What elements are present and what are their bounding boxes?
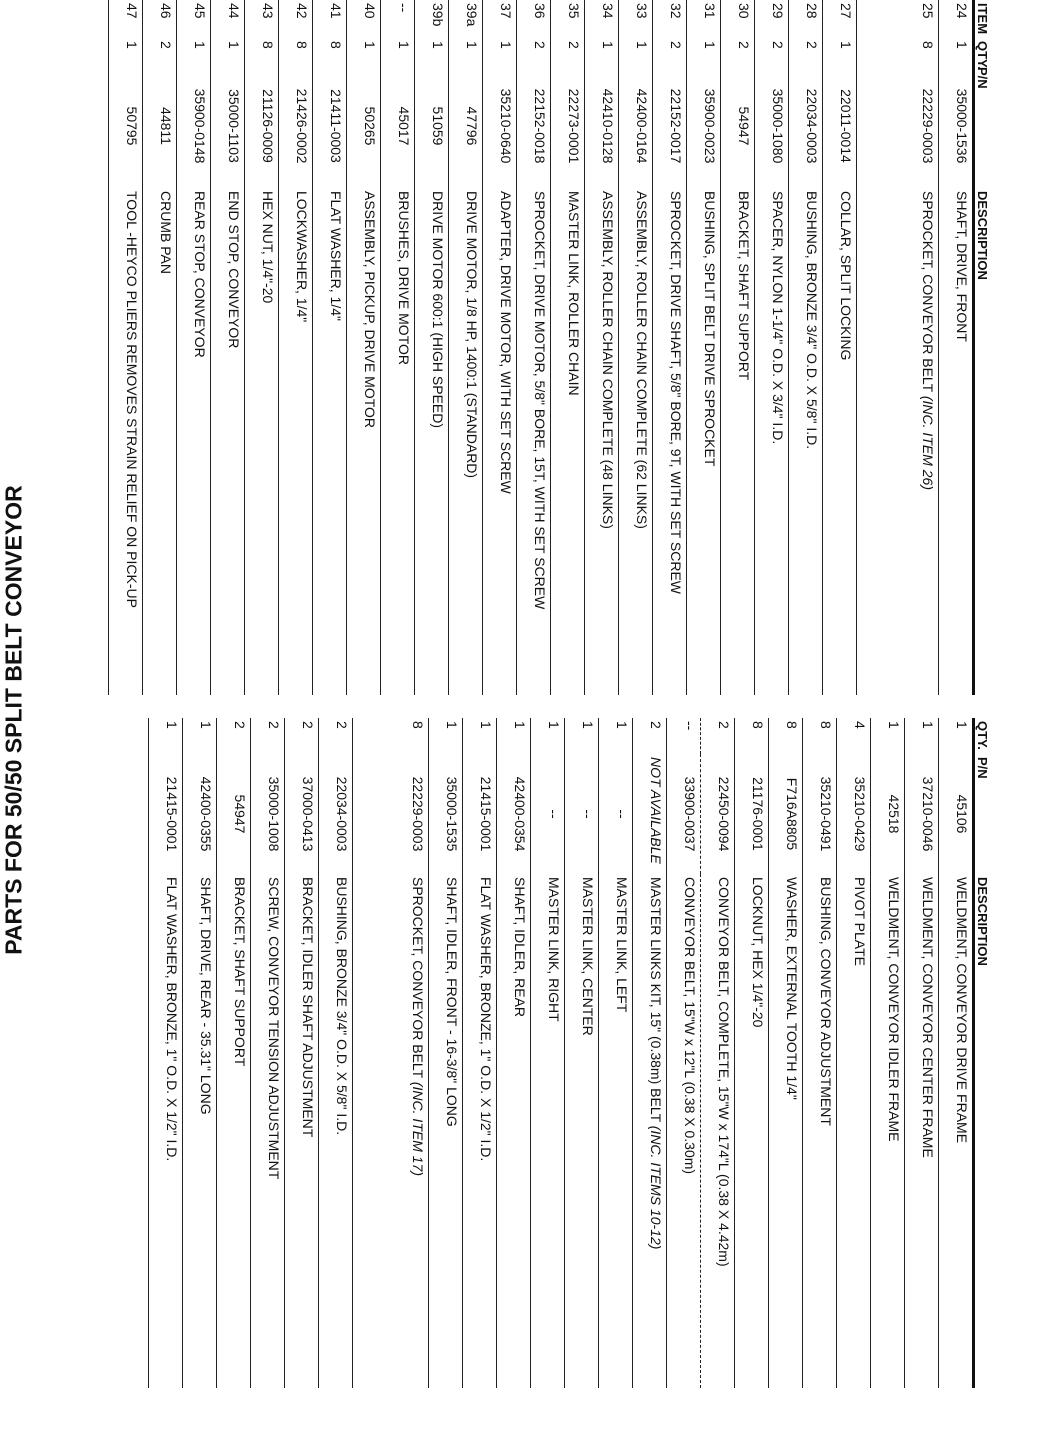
description-header: DESCRIPTION	[974, 874, 996, 1388]
qty-cell: 4	[837, 718, 871, 754]
left-parts-table	[148, 718, 995, 1388]
item-pn-header: P/N	[974, 64, 996, 188]
pn-cell: 47796	[449, 64, 483, 188]
pn-cell: 22229-0003	[353, 754, 429, 874]
description-cell	[251, 874, 285, 1388]
pn-cell: 22011-0014	[823, 64, 857, 188]
description-text: BUSHING, CONVEYOR ADJUSTMENT	[818, 877, 834, 1126]
description-text: MASTER LINK, CENTER	[580, 877, 596, 1036]
description-text: MASTER LINK, LEFT	[614, 877, 630, 1013]
parts-row	[619, 0, 653, 695]
qty-cell: 8	[279, 38, 313, 64]
description-text: END STOP, CONVEYOR	[226, 191, 242, 349]
description-cell	[687, 188, 721, 695]
item-cell: 25	[857, 0, 939, 38]
qty-cell: 1	[149, 718, 183, 754]
description-text: HEX NUT, 1/4"-20	[260, 191, 276, 304]
description-text: WELDMENT, CONVEYOR CENTER FRAME	[920, 877, 936, 1158]
parts-row	[531, 718, 565, 1388]
parts-row	[871, 718, 905, 1388]
parts-row	[803, 718, 837, 1388]
description-cell	[183, 874, 217, 1388]
parts-row	[279, 0, 313, 695]
description-text: SPROCKET, CONVEYOR BELT	[920, 191, 936, 396]
description-text: MASTER LINK, RIGHT	[546, 877, 562, 1022]
description-text: BUSHING, BRONZE 3/4" O.D. X 5/8" I.D.	[334, 877, 350, 1136]
description-cell	[803, 874, 837, 1388]
pn-cell: 35210-0491	[803, 754, 837, 874]
qty-cell: 2	[143, 38, 177, 64]
pn-cell: 35900-0023	[687, 64, 721, 188]
description-text: FLAT WASHER, BRONZE, 1" O.D. X 1/2" I.D.	[164, 877, 180, 1162]
parts-row	[143, 0, 177, 695]
description-text: FLAT WASHER, BRONZE, 1" O.D. X 1/2" I.D.	[478, 877, 494, 1162]
parts-row	[251, 718, 285, 1388]
right-parts-body	[109, 0, 974, 695]
parts-row	[565, 718, 599, 1388]
pn-cell: 35900-0148	[177, 64, 211, 188]
qty-cell: 1	[463, 718, 497, 754]
item-cell: 24	[939, 0, 974, 38]
description-text: SPROCKET, DRIVE SHAFT, 5/8" BORE, 9T, WITH SET SCREW	[668, 191, 684, 595]
parts-row	[211, 0, 245, 695]
description-text: DRIVE MOTOR, 1/8 HP, 1400:1 (STANDARD)	[464, 191, 480, 479]
description-cell	[313, 188, 347, 695]
description-text: ASSEMBLY, PICKUP, DRIVE MOTOR	[362, 191, 378, 429]
description-cell	[381, 188, 415, 695]
qty-cell: 1	[429, 718, 463, 754]
description-text: BRACKET, SHAFT SUPPORT	[232, 877, 248, 1067]
item-cell: 34	[585, 0, 619, 38]
item-cell: 33	[619, 0, 653, 38]
description-text: BRUSHES, DRIVE MOTOR	[396, 191, 412, 365]
pn-cell: 37210-0046	[905, 754, 939, 874]
description-cell	[463, 874, 497, 1388]
pn-cell: 35210-0640	[483, 64, 517, 188]
description-cell	[347, 188, 381, 695]
pn-cell: 21415-0001	[149, 754, 183, 874]
description-text: DRIVE MOTOR 600:1 (HIGH SPEED)	[430, 191, 446, 429]
item-header: ITEM	[974, 0, 996, 38]
pn-cell: 50265	[347, 64, 381, 188]
qty-cell: 2	[701, 718, 735, 754]
description-text: SPROCKET, DRIVE MOTOR, 5/8" BORE, 15T, WITH SET SCREW	[532, 191, 548, 610]
item-cell: 27	[823, 0, 857, 38]
description-cell	[939, 874, 974, 1388]
parts-row	[789, 0, 823, 695]
pn-cell: 50795	[109, 64, 143, 188]
qty-cell: 1	[483, 38, 517, 64]
item-cell: 47	[109, 0, 143, 38]
qty-cell: 1	[823, 38, 857, 64]
qty-cell: 1	[871, 718, 905, 754]
pn-cell: 44811	[143, 64, 177, 188]
qty-cell: 2	[551, 38, 585, 64]
parts-row	[687, 0, 721, 695]
parts-row	[939, 0, 974, 695]
description-text: LOCKWASHER, 1/4"	[294, 191, 310, 323]
qty-cell: 1	[449, 38, 483, 64]
parts-row	[183, 718, 217, 1388]
qty-cell: 8	[353, 718, 429, 754]
parts-row	[449, 0, 483, 695]
pn-cell: 22273-0001	[551, 64, 585, 188]
description-cell	[531, 874, 565, 1388]
description-cell	[143, 188, 177, 695]
description-cell	[551, 188, 585, 695]
left-parts-block	[148, 718, 995, 1388]
description-text: CRUMB PAN	[158, 191, 174, 274]
parts-row	[599, 718, 633, 1388]
pn-cell: --	[599, 754, 633, 874]
description-text: PIVOT PLATE	[852, 877, 868, 966]
parts-row	[755, 0, 789, 695]
description-cell	[701, 874, 735, 1388]
description-text: ADAPTER, DRIVE MOTOR, WITH SET SCREW	[498, 191, 514, 494]
parts-row	[653, 0, 687, 695]
qty-cell: 1	[585, 38, 619, 64]
item-cell: 39b	[415, 0, 449, 38]
description-cell	[721, 188, 755, 695]
right-parts-block	[108, 0, 995, 695]
pn-cell: F716A8805	[769, 754, 803, 874]
description-cell	[285, 874, 319, 1388]
description-text: WELDMENT, CONVEYOR IDLER FRAME	[886, 877, 902, 1142]
qty-cell: 1	[619, 38, 653, 64]
parts-row	[497, 718, 531, 1388]
parts-row	[721, 0, 755, 695]
parts-row	[517, 0, 551, 695]
pn-cell: 45106	[939, 754, 974, 874]
description-cell	[905, 874, 939, 1388]
parts-row	[149, 718, 183, 1388]
description-cell	[211, 188, 245, 695]
pn-cell: 45017	[381, 64, 415, 188]
parts-row	[585, 0, 619, 695]
description-cell	[429, 874, 463, 1388]
qty-cell: 1	[211, 38, 245, 64]
description-text: WASHER, EXTERNAL TOOTH 1/4"	[784, 877, 800, 1100]
qty-cell: 2	[319, 718, 353, 754]
pn-cell: 35000-1080	[755, 64, 789, 188]
description-cell	[789, 188, 823, 695]
parts-row	[347, 0, 381, 695]
parts-row	[633, 718, 667, 1388]
qty-cell: 1	[381, 38, 415, 64]
description-cell	[517, 188, 551, 695]
item-cell: 36	[517, 0, 551, 38]
description-text: BRACKET, SHAFT SUPPORT	[736, 191, 752, 381]
qty-cell: 1	[531, 718, 565, 754]
qty-cell: 1	[565, 718, 599, 754]
pn-cell: 42518	[871, 754, 905, 874]
description-text: COLLAR, SPLIT LOCKING	[838, 191, 854, 361]
description-text: BUSHING, SPLIT BELT DRIVE SPROCKET	[702, 191, 718, 467]
description-text: ASSEMBLY, ROLLER CHAIN COMPLETE (62 LINKS)	[634, 191, 650, 529]
pn-cell: 51059	[415, 64, 449, 188]
description-text: TOOL -HEYCO PLIERS REMOVES STRAIN RELIEF ON PICK-UP	[124, 191, 140, 608]
qty-cell: 2	[755, 38, 789, 64]
description-cell	[857, 188, 939, 695]
qty-cell: 2	[653, 38, 687, 64]
description-text: WELDMENT, CONVEYOR DRIVE FRAME	[954, 877, 970, 1144]
pn-cell: 21411-0003	[313, 64, 347, 188]
pn-header: P/N	[974, 754, 996, 874]
description-text: ASSEMBLY, ROLLER CHAIN COMPLETE (48 LINKS)	[600, 191, 616, 529]
qty-cell: 8	[857, 38, 939, 64]
item-cell: 46	[143, 0, 177, 38]
qty-cell: 8	[769, 718, 803, 754]
description-cell	[837, 874, 871, 1388]
pn-cell: NOT AVAILABLE	[633, 754, 667, 874]
pn-cell: 54947	[217, 754, 251, 874]
description-cell	[177, 188, 211, 695]
description-text: REAR STOP, CONVEYOR	[192, 191, 208, 358]
description-text: SHAFT, DRIVE, REAR - 35.31" LONG	[198, 877, 214, 1115]
pn-cell: 35210-0429	[837, 754, 871, 874]
qty-cell: 2	[517, 38, 551, 64]
item-cell: 45	[177, 0, 211, 38]
parts-row	[217, 718, 251, 1388]
parts-row	[837, 718, 871, 1388]
pn-cell: 33900-0037	[667, 754, 701, 874]
pn-cell: 42400-0164	[619, 64, 653, 188]
item-cell: 32	[653, 0, 687, 38]
qty-header: QTY.	[974, 718, 996, 754]
description-text: SHAFT, IDLER, FRONT - 16-3/8" LONG	[444, 877, 460, 1127]
pn-cell: 42410-0128	[585, 64, 619, 188]
qty-cell: 2	[285, 718, 319, 754]
description-cell	[755, 188, 789, 695]
parts-row	[109, 0, 143, 695]
description-cell	[319, 874, 353, 1388]
parts-row	[769, 718, 803, 1388]
pn-cell: --	[565, 754, 599, 874]
parts-row	[823, 0, 857, 695]
qty-cell: 1	[183, 718, 217, 754]
description-text: CONVEYOR BELT, COMPLETE, 15"W x 174"L (0.38 X 4.42m)	[716, 877, 732, 1267]
qty-cell: 1	[905, 718, 939, 754]
description-cell	[599, 874, 633, 1388]
description-cell	[619, 188, 653, 695]
description-cell	[109, 188, 143, 695]
description-cell	[449, 188, 483, 695]
left-header-row	[974, 718, 996, 1388]
pn-cell: 21126-0009	[245, 64, 279, 188]
parts-row	[415, 0, 449, 695]
parts-row	[353, 718, 429, 1388]
description-cell	[497, 874, 531, 1388]
parts-row	[177, 0, 211, 695]
parts-row	[735, 718, 769, 1388]
pn-cell: 35000-1008	[251, 754, 285, 874]
pn-cell: 42400-0354	[497, 754, 531, 874]
description-cell	[633, 874, 667, 1388]
description-cell	[353, 874, 429, 1388]
pn-cell: 22152-0017	[653, 64, 687, 188]
parts-row	[429, 718, 463, 1388]
parts-row	[313, 0, 347, 695]
description-cell	[279, 188, 313, 695]
item-cell: 42	[279, 0, 313, 38]
qty-cell: 8	[313, 38, 347, 64]
qty-cell: 1	[599, 718, 633, 754]
parts-row	[483, 0, 517, 695]
qty-cell: 8	[245, 38, 279, 64]
item-cell: 43	[245, 0, 279, 38]
qty-cell: 2	[251, 718, 285, 754]
pn-cell: 35000-1535	[429, 754, 463, 874]
parts-row	[701, 718, 735, 1388]
item-cell: 31	[687, 0, 721, 38]
description-cell	[483, 188, 517, 695]
pn-cell: 42400-0355	[183, 754, 217, 874]
description-cell	[245, 188, 279, 695]
qty-cell: 8	[735, 718, 769, 754]
pn-cell: --	[531, 754, 565, 874]
parts-row	[463, 718, 497, 1388]
pn-cell: 21176-0001	[735, 754, 769, 874]
description-cell	[217, 874, 251, 1388]
description-text: SHAFT, IDLER, REAR	[512, 877, 528, 1018]
description-text: MASTER LINK, ROLLER CHAIN	[566, 191, 582, 396]
description-text: SHAFT, DRIVE, FRONT	[954, 191, 970, 342]
parts-row	[551, 0, 585, 695]
parts-row	[939, 718, 974, 1388]
qty-cell: 1	[415, 38, 449, 64]
description-cell	[585, 188, 619, 695]
parts-row	[857, 0, 939, 695]
qty-cell: 1	[497, 718, 531, 754]
pn-cell: 35000-1103	[211, 64, 245, 188]
description-text: MASTER LINKS KIT, 15" (0.38m) BELT	[648, 877, 664, 1126]
parts-row	[905, 718, 939, 1388]
qty-cell: 1	[177, 38, 211, 64]
parts-row	[381, 0, 415, 695]
description-text: BUSHING, BRONZE 3/4" O.D. X 5/8" I.D.	[804, 191, 820, 450]
qty-cell: 2	[721, 38, 755, 64]
pn-cell: 22450-0094	[701, 754, 735, 874]
description-cell	[565, 874, 599, 1388]
pn-cell: 21415-0001	[463, 754, 497, 874]
parts-row	[245, 0, 279, 695]
item-cell: 39a	[449, 0, 483, 38]
item-description-header: DESCRIPTION	[974, 188, 996, 695]
qty-cell: 8	[803, 718, 837, 754]
description-cell	[823, 188, 857, 695]
item-cell: 28	[789, 0, 823, 38]
pn-cell: 22034-0003	[319, 754, 353, 874]
description-cell	[653, 188, 687, 695]
pn-cell: 21426-0002	[279, 64, 313, 188]
item-qty-header: QTY.	[974, 38, 996, 64]
pn-cell: 22229-0003	[857, 64, 939, 188]
qty-cell: 1	[939, 38, 974, 64]
description-cell	[871, 874, 905, 1388]
description-cell	[939, 188, 974, 695]
pn-cell: 35000-1536	[939, 64, 974, 188]
qty-cell: 1	[939, 718, 974, 754]
description-note: (INC. ITEM 17)	[410, 1081, 426, 1176]
description-text: SPROCKET, CONVEYOR BELT	[410, 877, 426, 1082]
parts-row	[319, 718, 353, 1388]
left-parts-body	[149, 718, 974, 1388]
description-cell	[735, 874, 769, 1388]
parts-row	[285, 718, 319, 1388]
description-cell	[769, 874, 803, 1388]
item-cell: 40	[347, 0, 381, 38]
item-cell: 37	[483, 0, 517, 38]
description-text: CONVEYOR BELT, 15"W x 12"L (0.38 X 0.30m)	[682, 877, 698, 1175]
description-note: (INC. ITEM 26)	[920, 395, 936, 490]
description-cell	[149, 874, 183, 1388]
pn-cell: 22034-0003	[789, 64, 823, 188]
description-cell	[415, 188, 449, 695]
description-text: SCREW, CONVEYOR TENSION ADJUSTMENT	[266, 877, 282, 1180]
qty-cell: 1	[687, 38, 721, 64]
description-text: LOCKNUT, HEX 1/4"-20	[750, 877, 766, 1028]
pn-cell: 54947	[721, 64, 755, 188]
parts-row	[667, 718, 701, 1388]
description-text: FLAT WASHER, 1/4"	[328, 191, 344, 321]
qty-cell: 2	[789, 38, 823, 64]
item-cell: 35	[551, 0, 585, 38]
page-title: PARTS FOR 50/50 SPLIT BELT CONVEYOR	[0, 485, 27, 955]
right-header-row	[974, 0, 996, 695]
right-parts-table	[108, 0, 995, 695]
description-text: BRACKET, IDLER SHAFT ADJUSTMENT	[300, 877, 316, 1138]
item-cell: 30	[721, 0, 755, 38]
pn-cell: 22152-0018	[517, 64, 551, 188]
item-cell: 41	[313, 0, 347, 38]
item-cell: 44	[211, 0, 245, 38]
qty-cell: --	[667, 718, 701, 754]
qty-cell: 1	[347, 38, 381, 64]
qty-cell: 2	[633, 718, 667, 754]
item-cell: --	[381, 0, 415, 38]
qty-cell: 2	[217, 718, 251, 754]
qty-cell: 1	[109, 38, 143, 64]
description-cell	[667, 874, 701, 1388]
description-text: SPACER, NYLON 1-1/4" O.D. X 3/4" I.D.	[770, 191, 786, 445]
description-note: (INC. ITEMS 10-12)	[648, 1125, 664, 1250]
pn-cell: 37000-0413	[285, 754, 319, 874]
item-cell: 29	[755, 0, 789, 38]
